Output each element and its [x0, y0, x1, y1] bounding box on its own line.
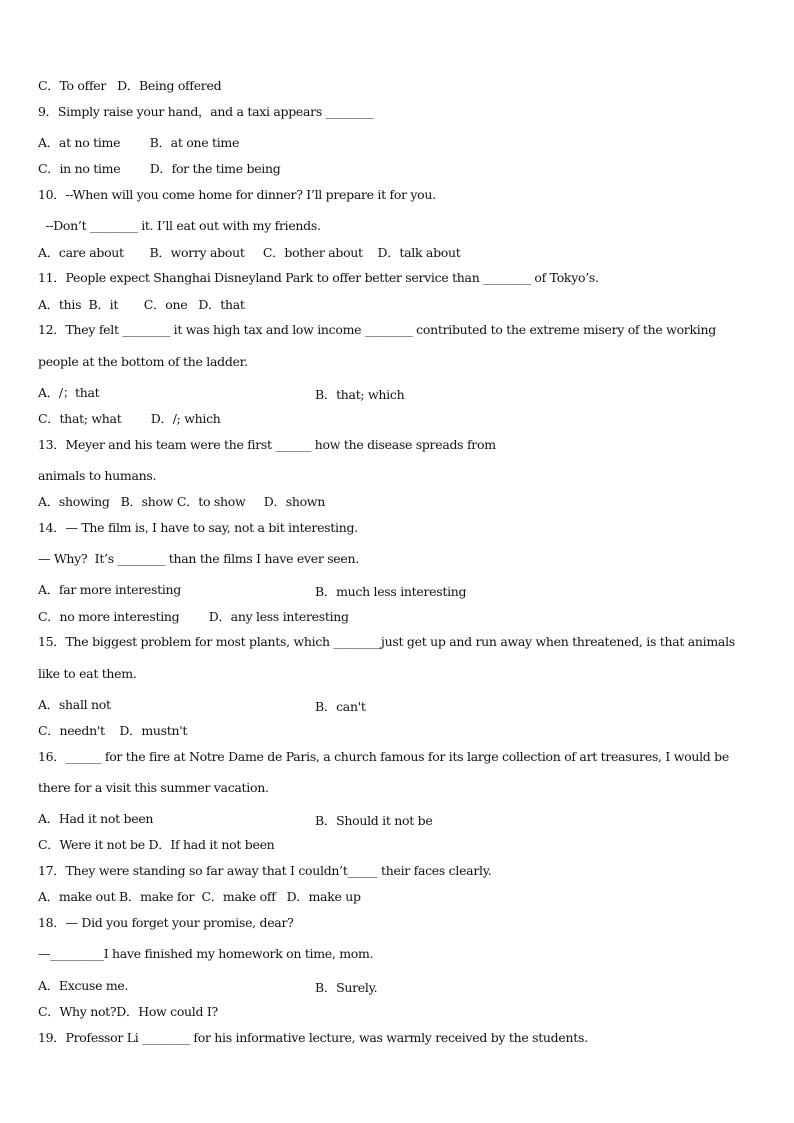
- option-line: C．no more interesting D．any less interesting: [38, 609, 349, 624]
- option-line: A．shall not: [38, 697, 111, 712]
- option-line: C．that; what D．/; which: [38, 411, 221, 426]
- option-line: A．far more interesting: [38, 582, 182, 597]
- question-line: there for a visit this summer vacation.: [38, 780, 269, 795]
- question-14: 14．— The film is, I have to say, not a bit interesting.: [38, 520, 358, 535]
- option-line: A．/；that: [38, 385, 100, 400]
- option-b: B．Should it not be: [315, 813, 433, 828]
- option-line: C．Why not?D．How could I?: [38, 1004, 218, 1019]
- question-line: animals to humans.: [38, 468, 157, 483]
- option-line: C．in no time D．for the time being: [38, 161, 281, 176]
- option-line: A．this B．it C．one D．that: [38, 297, 245, 312]
- question-11: 11．People expect Shanghai Disneyland Park to offer better service than ________ of Tokyo’s.: [38, 270, 599, 285]
- question-17: 17．They were standing so far away that I couldn’t_____ their faces clearly.: [38, 863, 492, 878]
- option-line: C．Were it not be D．If had it not been: [38, 837, 275, 852]
- question-13: 13．Meyer and his team were the first ______ how the disease spreads from: [38, 437, 496, 452]
- question-line: people at the bottom of the ladder.: [38, 354, 248, 369]
- question-18: 18．— Did you forget your promise, dear?: [38, 915, 294, 930]
- question-10: 10．--When will you come home for dinner? I’ll prepare it for you.: [38, 187, 436, 202]
- question-16: 16．______ for the fire at Notre Dame de Paris, a church famous for its large collection of art treasures, I would be: [38, 749, 729, 764]
- option-b: B．much less interesting: [315, 584, 467, 599]
- option-line: A．showing B．show C．to show D．shown: [38, 494, 325, 509]
- option-line: A．at no time B．at one time: [38, 135, 240, 150]
- option-b: B．Surely.: [315, 980, 378, 995]
- option-b: B．that; which: [315, 387, 405, 402]
- question-12: 12．They felt ________ it was high tax and low income ________ contributed to the extreme misery of the working: [38, 322, 716, 337]
- question-15: 15．The biggest problem for most plants, which ________just get up and run away when threatened, is that animals: [38, 634, 735, 649]
- option-line: C．To offer D．Being offered: [38, 78, 222, 93]
- question-line: like to eat them.: [38, 666, 137, 681]
- option-line: A．care about B．worry about C．bother about D．talk about: [38, 245, 461, 260]
- option-line: A．Had it not been: [38, 811, 154, 826]
- option-b: B．can't: [315, 699, 366, 714]
- question-line: —_________I have finished my homework on time, mom.: [38, 946, 374, 961]
- question-line: --Don’t ________ it. I’ll eat out with my friends.: [38, 218, 321, 233]
- option-line: C．needn't D．mustn't: [38, 723, 188, 738]
- option-line: A．Excuse me.: [38, 978, 129, 993]
- question-9: 9．Simply raise your hand，and a taxi appears ________: [38, 104, 374, 119]
- question-line: — Why? It’s ________ than the films I have ever seen.: [38, 551, 359, 566]
- question-19: 19．Professor Li ________ for his informative lecture, was warmly received by the students.: [38, 1030, 588, 1045]
- option-line: A．make out B．make for C．make off D．make up: [38, 889, 361, 904]
